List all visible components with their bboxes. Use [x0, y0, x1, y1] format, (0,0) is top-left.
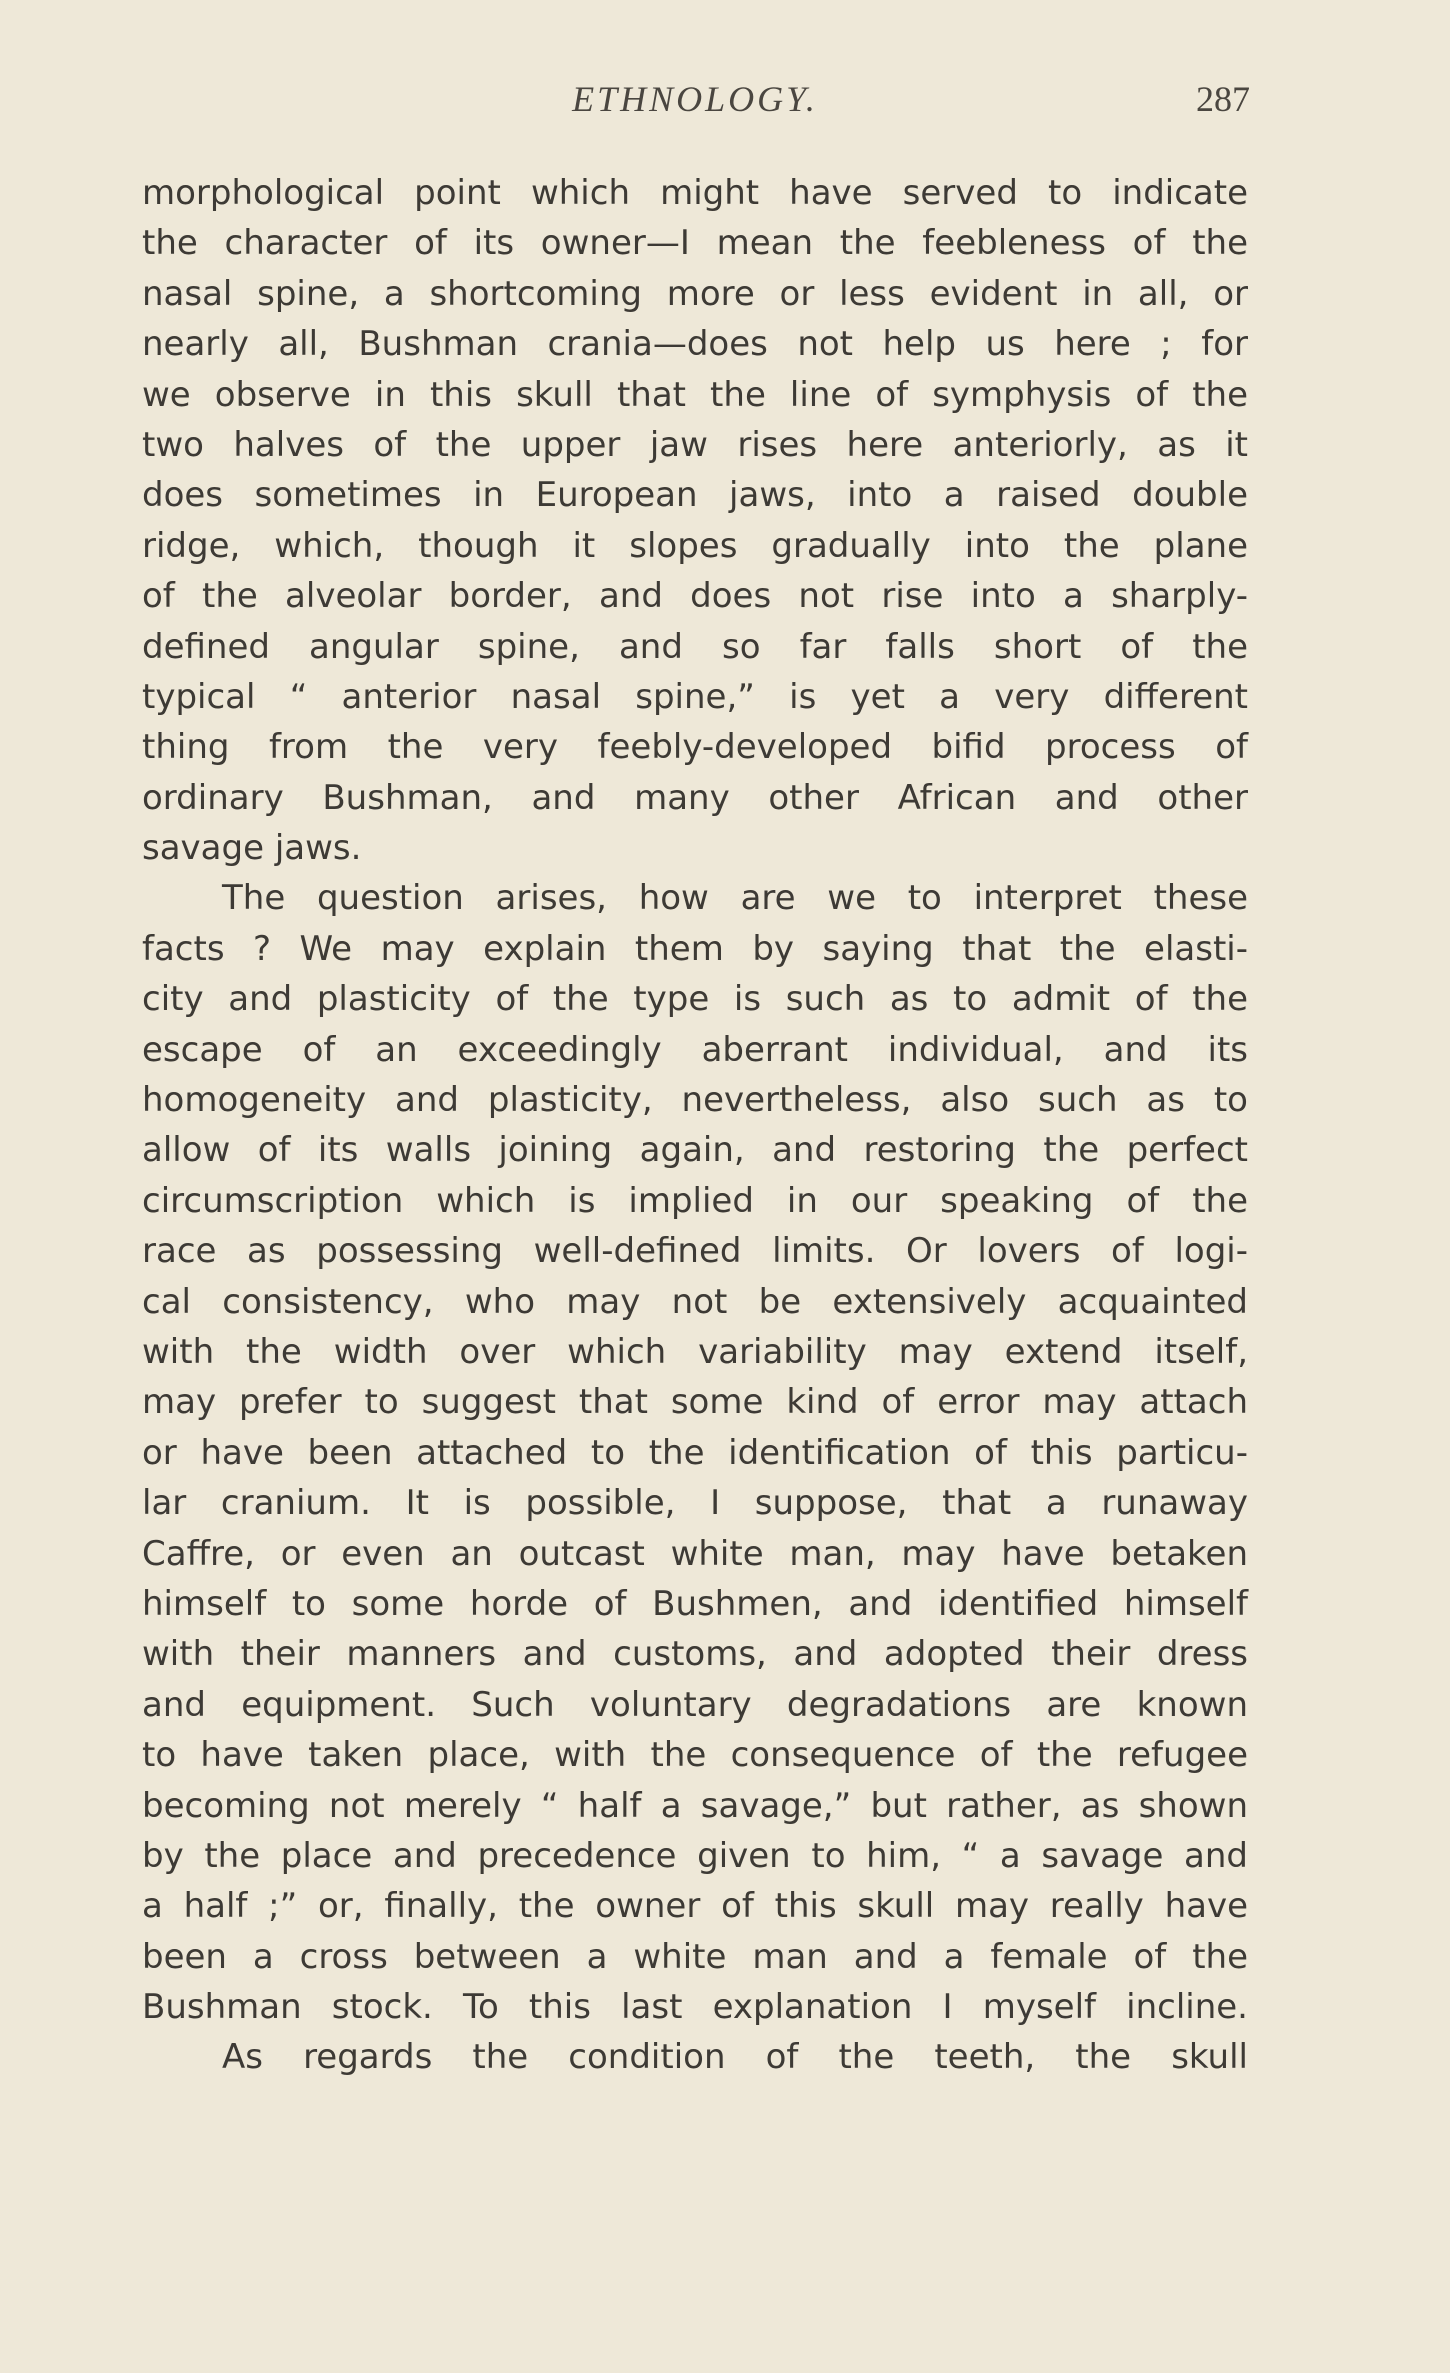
- text-line: The question arises, how are we to interpret these: [222, 878, 1248, 919]
- page-number: 287: [1196, 79, 1250, 119]
- text-line: himself to some horde of Bushmen, and identified himself: [142, 1583, 1248, 1624]
- text-line: savage jaws.: [142, 828, 362, 869]
- text-line: facts ? We may explain them by saying that the elasti-: [142, 928, 1248, 969]
- text-line: cal consistency, who may not be extensively acquainted: [142, 1281, 1248, 1322]
- text-line: been a cross between a white man and a female of the: [142, 1936, 1248, 1977]
- text-line: we observe in this skull that the line of symphysis of the: [142, 374, 1248, 415]
- text-line: race as possessing well-defined limits. Or lovers of logi-: [142, 1231, 1248, 1272]
- text-line: ridge, which, though it slopes gradually into the plane: [142, 525, 1248, 566]
- text-line: thing from the very feebly-developed bifid process of: [142, 727, 1248, 768]
- text-line: escape of an exceedingly aberrant individual, and its: [142, 1029, 1248, 1070]
- running-head: [140, 78, 1250, 128]
- text-line: does sometimes in European jaws, into a raised double: [142, 475, 1248, 516]
- text-line: becoming not merely “ half a savage,” but rather, as shown: [142, 1785, 1248, 1826]
- text-line: a half ;” or, finally, the owner of this skull may really have: [142, 1886, 1248, 1927]
- text-line: circumscription which is implied in our speaking of the: [142, 1180, 1248, 1221]
- text-line: morphological point which might have served to indicate: [142, 173, 1248, 213]
- running-head-title: ETHNOLOGY.: [572, 79, 818, 119]
- text-line: to have taken place, with the consequence of the refugee: [142, 1735, 1248, 1776]
- text-line: lar cranium. It is possible, I suppose, that a runaway: [142, 1483, 1248, 1524]
- text-line: may prefer to suggest that some kind of error may attach: [142, 1382, 1248, 1423]
- text-line: of the alveolar border, and does not rise into a sharply-: [142, 576, 1248, 617]
- text-line: and equipment. Such voluntary degradations are known: [142, 1684, 1248, 1725]
- text-line: nasal spine, a shortcoming more or less evident in all, or: [142, 273, 1248, 314]
- text-line: Caffre, or even an outcast white man, may have betaken: [142, 1533, 1248, 1574]
- text-line: two halves of the upper jaw rises here anteriorly, as it: [142, 424, 1248, 465]
- text-line: nearly all, Bushman crania—does not help us here ; for: [142, 324, 1248, 365]
- body-text: [142, 168, 1248, 2083]
- text-line: typical “ anterior nasal spine,” is yet a very different: [142, 676, 1248, 717]
- text-line: ordinary Bushman, and many other African and other: [142, 777, 1248, 818]
- text-line: or have been attached to the identification of this particu-: [142, 1432, 1248, 1473]
- text-line: by the place and precedence given to him, “ a savage and: [142, 1835, 1248, 1876]
- text-line: homogeneity and plasticity, nevertheless, also such as to: [142, 1080, 1248, 1121]
- text-line: with the width over which variability may extend itself,: [142, 1331, 1248, 1372]
- text-line: the character of its owner—I mean the feebleness of the: [142, 223, 1248, 264]
- text-line: allow of its walls joining again, and restoring the perfect: [142, 1130, 1248, 1171]
- text-line: Bushman stock. To this last explanation I myself incline.: [142, 1987, 1248, 2028]
- text-line: defined angular spine, and so far falls short of the: [142, 626, 1248, 667]
- text-line: with their manners and customs, and adopted their dress: [142, 1634, 1248, 1675]
- text-line: As regards the condition of the teeth, the skull: [222, 2037, 1248, 2078]
- text-line: city and plasticity of the type is such as to admit of the: [142, 979, 1248, 1020]
